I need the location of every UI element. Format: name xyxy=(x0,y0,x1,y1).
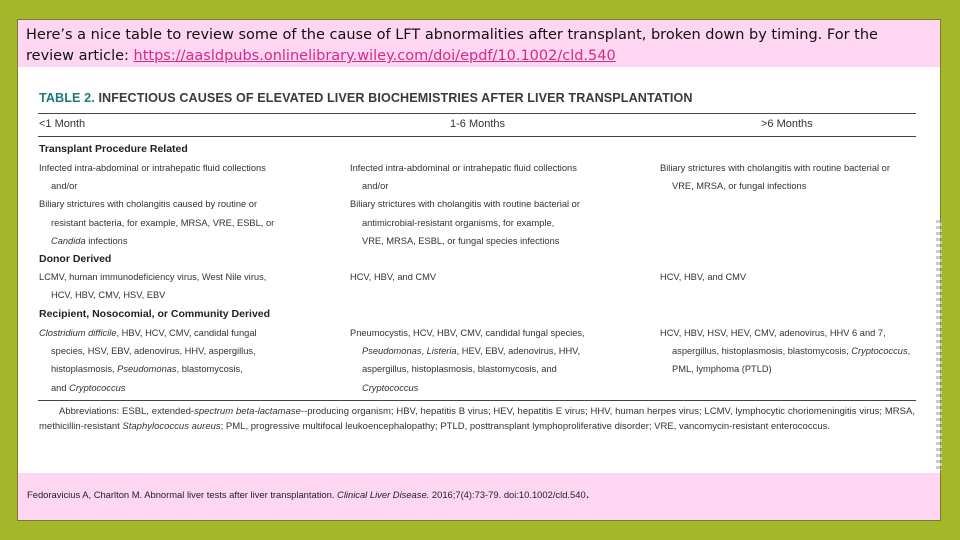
cell-line: and/or xyxy=(51,181,78,192)
citation xyxy=(27,485,590,501)
table-bottom-rule xyxy=(38,400,916,401)
section-transplant-procedure: Transplant Procedure Related xyxy=(39,143,188,155)
cell-line: resistant bacteria, for example, MRSA, VRE, ESBL, or xyxy=(51,217,275,228)
cell-line: Pseudomonas, Listeria, HEV, EBV, adenovirus, HHV, xyxy=(362,346,581,357)
cell-line: antimicrobial-resistant organisms, for example, xyxy=(362,217,555,228)
cell-transplant-gt6 xyxy=(660,159,916,195)
cell-line: LCMV, human immunodeficiency virus, West Nile virus, xyxy=(39,272,267,282)
cell-line: histoplasmosis, Pseudomonas, blastomycosis, xyxy=(51,364,243,375)
intro-sentence: Here’s a nice table to review some of the cause of LFT abnormalities after transplant, broken down by timing. For the review article: xyxy=(26,27,878,64)
review-article-link[interactable]: https://aasldpubs.onlinelibrary.wiley.com/doi/epdf/10.1002/cld.540 xyxy=(133,48,616,64)
section-donor-derived: Donor Derived xyxy=(39,253,112,265)
abbreviations-footnote: Abbreviations: ESBL, extended-spectrum beta-lactamase--producing organism; HBV, hepatitis B virus; HEV, hepatitis E virus; HHV, human herpes virus; LCMV, lymphocytic choriomeningitis virus; MRSA, methicillin-resistant Staphylococcus aureus; PML, progressive multifocal leukoencephalopathy; PTLD, posttransplant lymphoproliferative disorder; VRE, vancomycin-resistant enterococcus. xyxy=(39,406,915,432)
cell-line: Biliary strictures with cholangitis caused by routine or xyxy=(39,199,258,210)
citation-authors: Fedoravicius A, Charlton M. Abnormal liver tests after liver transplantation. xyxy=(27,489,335,500)
cell-line: aspergillus, histoplasmosis, blastomycosis, Cryptococcus, xyxy=(672,346,911,357)
cell-line: Cryptococcus xyxy=(362,382,419,393)
column-header-1to6: 1-6 Months xyxy=(450,118,506,130)
column-header-lt1: <1 Month xyxy=(39,118,86,130)
table-label: TABLE 2. xyxy=(39,91,95,105)
cell-line: Biliary strictures with cholangitis with routine bacterial or xyxy=(350,199,580,210)
citation-journal: Clinical Liver Disease. xyxy=(337,489,430,500)
cell-line: PML, lymphoma (PTLD) xyxy=(672,364,772,375)
cell-line: Pneumocystis, HCV, HBV, CMV, candidal fungal species, xyxy=(350,328,585,338)
cell-line: Biliary strictures with cholangitis with routine bacterial or xyxy=(660,163,890,173)
cell-transplant-lt1 xyxy=(39,159,275,250)
intro-text xyxy=(26,25,926,67)
cell-line: species, HSV, EBV, adenovirus, HHV, aspergillus, xyxy=(51,346,256,357)
citation-end: . xyxy=(585,485,590,501)
table-title-text: INFECTIOUS CAUSES OF ELEVATED LIVER BIOCHEMISTRIES AFTER LIVER TRANSPLANTATION xyxy=(98,91,693,105)
cell-recipient-gt6 xyxy=(660,324,916,379)
section-recipient-nosocomial: Recipient, Nosocomial, or Community Derived xyxy=(39,308,271,320)
scan-edge xyxy=(936,220,942,470)
cell-line: VRE, MRSA, ESBL, or fungal species infections xyxy=(362,235,560,246)
cell-donor-1to6 xyxy=(350,268,590,286)
cell-line: HCV, HBV, and CMV xyxy=(350,272,437,282)
cell-recipient-1to6 xyxy=(350,324,606,397)
cell-donor-gt6 xyxy=(660,268,916,286)
cell-line: Candida infections xyxy=(51,235,128,246)
cell-line: VRE, MRSA, or fungal infections xyxy=(672,181,807,192)
cell-line: HCV, HBV, CMV, HSV, EBV xyxy=(51,290,166,301)
header-rule-bottom xyxy=(38,136,916,137)
cell-line: HCV, HBV, HSV, HEV, CMV, adenovirus, HHV 6 and 7, xyxy=(660,328,886,338)
cell-line: Clostridium difficile, HBV, HCV, CMV, candidal fungal xyxy=(39,328,257,338)
cell-donor-lt1 xyxy=(39,268,295,304)
table-title xyxy=(39,91,693,105)
cell-line: aspergillus, histoplasmosis, blastomycosis, and xyxy=(362,364,557,375)
cell-line: and/or xyxy=(362,181,389,192)
header-rule-top xyxy=(38,113,916,114)
cell-line: Infected intra-abdominal or intrahepatic fluid collections xyxy=(39,163,266,173)
column-header-gt6: >6 Months xyxy=(761,118,813,130)
cell-recipient-lt1 xyxy=(39,324,279,397)
cell-line: Infected intra-abdominal or intrahepatic fluid collections xyxy=(350,163,577,173)
cell-transplant-1to6 xyxy=(350,159,590,250)
cell-line: and Cryptococcus xyxy=(51,382,126,393)
citation-details: 2016;7(4):73-79. doi:10.1002/cld.540 xyxy=(431,489,586,500)
cell-line: HCV, HBV, and CMV xyxy=(660,272,747,282)
